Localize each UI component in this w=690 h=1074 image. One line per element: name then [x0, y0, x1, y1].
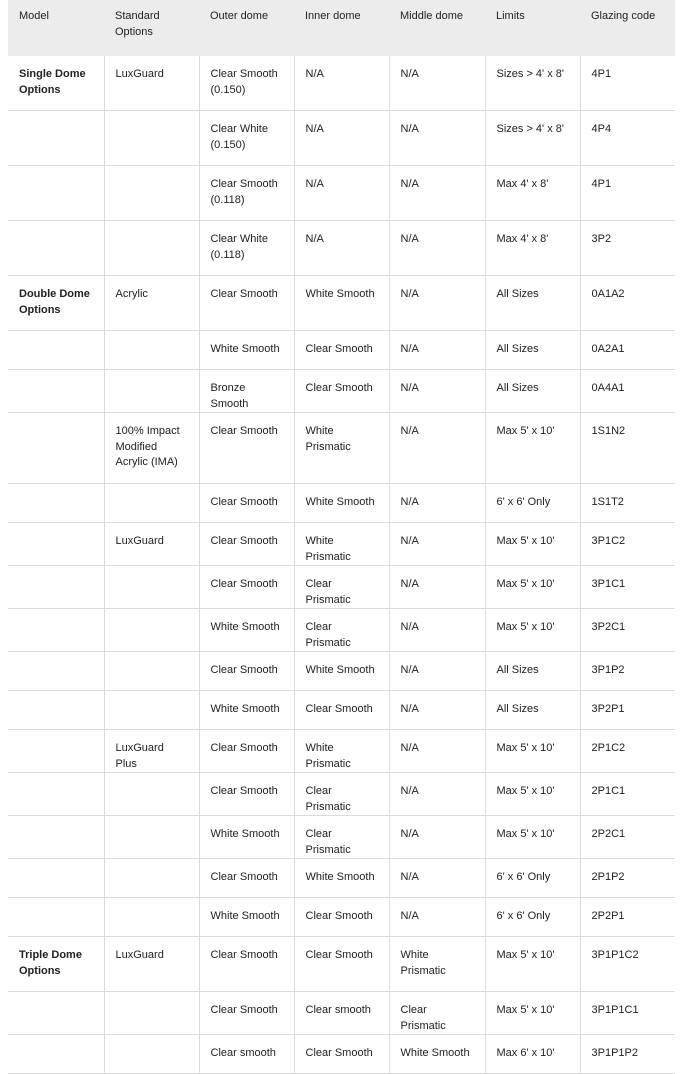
cell-glazing-code: 2P1C1: [580, 773, 675, 816]
cell-glazing-code: 3P1C1: [580, 566, 675, 609]
cell-limits: Sizes > 4' x 8': [485, 111, 580, 166]
table-row: [8, 276, 675, 331]
cell-model: Single Dome Options: [8, 56, 104, 111]
cell-limits: Max 5' x 10': [485, 523, 580, 566]
cell-limits: Max 5' x 10': [485, 730, 580, 773]
cell-outer-dome: Clear Smooth: [199, 937, 294, 992]
cell-middle-dome: N/A: [389, 773, 485, 816]
cell-model: [8, 992, 104, 1035]
header-standard-options: Standard Options: [104, 0, 199, 56]
cell-glazing-code: 3P2C1: [580, 609, 675, 652]
cell-model: [8, 111, 104, 166]
cell-limits: Max 4' x 8': [485, 166, 580, 221]
cell-limits: Max 5' x 10': [485, 773, 580, 816]
cell-outer-dome: Clear Smooth: [199, 276, 294, 331]
cell-standard-options: 100% Impact Modified Acrylic (IMA): [104, 413, 199, 484]
cell-middle-dome: N/A: [389, 898, 485, 937]
cell-model: [8, 221, 104, 276]
cell-model: [8, 1035, 104, 1074]
cell-model: [8, 370, 104, 413]
cell-middle-dome: N/A: [389, 370, 485, 413]
table-row: [8, 56, 675, 111]
table-row: [8, 370, 675, 413]
table-row: [8, 773, 675, 816]
header-glazing-code: Glazing code: [580, 0, 675, 56]
cell-inner-dome: White Smooth: [294, 652, 389, 691]
cell-limits: Sizes > 4' x 8': [485, 56, 580, 111]
glazing-options-table: [8, 0, 675, 1074]
table-row: [8, 1035, 675, 1074]
cell-outer-dome: Clear White (0.118): [199, 221, 294, 276]
header-middle-dome: Middle dome: [389, 0, 485, 56]
cell-glazing-code: 1S1N2: [580, 413, 675, 484]
cell-model: [8, 859, 104, 898]
cell-standard-options: LuxGuard: [104, 56, 199, 111]
cell-limits: All Sizes: [485, 276, 580, 331]
cell-glazing-code: 3P2P1: [580, 691, 675, 730]
cell-middle-dome: N/A: [389, 523, 485, 566]
cell-glazing-code: 2P1C2: [580, 730, 675, 773]
cell-glazing-code: 0A2A1: [580, 331, 675, 370]
cell-standard-options: [104, 691, 199, 730]
cell-middle-dome: N/A: [389, 413, 485, 484]
cell-standard-options: [104, 898, 199, 937]
cell-limits: All Sizes: [485, 652, 580, 691]
cell-standard-options: Acrylic: [104, 276, 199, 331]
table-row: [8, 484, 675, 523]
cell-outer-dome: Clear smooth: [199, 1035, 294, 1074]
cell-model: [8, 166, 104, 221]
cell-glazing-code: 0A1A2: [580, 276, 675, 331]
cell-middle-dome: N/A: [389, 652, 485, 691]
cell-limits: All Sizes: [485, 331, 580, 370]
cell-inner-dome: Clear Smooth: [294, 937, 389, 992]
cell-model: [8, 331, 104, 370]
cell-outer-dome: Clear Smooth: [199, 773, 294, 816]
table-row: [8, 166, 675, 221]
cell-limits: Max 5' x 10': [485, 992, 580, 1035]
cell-inner-dome: N/A: [294, 221, 389, 276]
cell-limits: 6' x 6' Only: [485, 859, 580, 898]
cell-middle-dome: Clear Prismatic: [389, 992, 485, 1035]
cell-standard-options: [104, 484, 199, 523]
cell-outer-dome: Clear Smooth (0.118): [199, 166, 294, 221]
cell-model: [8, 652, 104, 691]
table-row: [8, 859, 675, 898]
cell-model: [8, 730, 104, 773]
cell-middle-dome: N/A: [389, 221, 485, 276]
cell-limits: Max 5' x 10': [485, 566, 580, 609]
cell-outer-dome: White Smooth: [199, 691, 294, 730]
table-row: [8, 992, 675, 1035]
cell-inner-dome: Clear Prismatic: [294, 566, 389, 609]
cell-glazing-code: 2P1P2: [580, 859, 675, 898]
cell-standard-options: [104, 370, 199, 413]
cell-outer-dome: Clear Smooth: [199, 730, 294, 773]
table-row: [8, 111, 675, 166]
cell-inner-dome: Clear Smooth: [294, 331, 389, 370]
cell-middle-dome: N/A: [389, 566, 485, 609]
cell-model: [8, 816, 104, 859]
cell-limits: 6' x 6' Only: [485, 898, 580, 937]
cell-glazing-code: 3P1P2: [580, 652, 675, 691]
header-limits: Limits: [485, 0, 580, 56]
cell-glazing-code: 3P2: [580, 221, 675, 276]
cell-inner-dome: Clear Prismatic: [294, 773, 389, 816]
cell-outer-dome: Bronze Smooth: [199, 370, 294, 413]
cell-middle-dome: White Prismatic: [389, 937, 485, 992]
cell-standard-options: [104, 816, 199, 859]
cell-outer-dome: Clear Smooth: [199, 859, 294, 898]
cell-limits: Max 5' x 10': [485, 937, 580, 992]
cell-middle-dome: N/A: [389, 816, 485, 859]
cell-glazing-code: 4P1: [580, 56, 675, 111]
cell-limits: All Sizes: [485, 691, 580, 730]
table-row: [8, 413, 675, 484]
cell-middle-dome: N/A: [389, 166, 485, 221]
cell-standard-options: [104, 1035, 199, 1074]
table-row: [8, 331, 675, 370]
cell-limits: Max 5' x 10': [485, 816, 580, 859]
table-row: [8, 898, 675, 937]
cell-glazing-code: 4P1: [580, 166, 675, 221]
table-row: [8, 566, 675, 609]
cell-standard-options: [104, 566, 199, 609]
cell-limits: Max 6' x 10': [485, 1035, 580, 1074]
cell-inner-dome: N/A: [294, 166, 389, 221]
cell-glazing-code: 1S1T2: [580, 484, 675, 523]
cell-inner-dome: Clear Smooth: [294, 1035, 389, 1074]
cell-middle-dome: White Smooth: [389, 1035, 485, 1074]
cell-middle-dome: N/A: [389, 484, 485, 523]
cell-inner-dome: White Smooth: [294, 484, 389, 523]
cell-middle-dome: N/A: [389, 609, 485, 652]
table-row: [8, 937, 675, 992]
cell-standard-options: [104, 331, 199, 370]
header-outer-dome: Outer dome: [199, 0, 294, 56]
cell-standard-options: LuxGuard: [104, 937, 199, 992]
cell-model: [8, 898, 104, 937]
cell-inner-dome: Clear Smooth: [294, 691, 389, 730]
cell-model: [8, 691, 104, 730]
cell-glazing-code: 3P1P1C1: [580, 992, 675, 1035]
cell-glazing-code: 3P1P1P2: [580, 1035, 675, 1074]
cell-standard-options: [104, 111, 199, 166]
cell-model: [8, 413, 104, 484]
cell-limits: Max 5' x 10': [485, 609, 580, 652]
table-row: [8, 652, 675, 691]
cell-middle-dome: N/A: [389, 730, 485, 773]
cell-middle-dome: N/A: [389, 691, 485, 730]
cell-model: [8, 566, 104, 609]
cell-standard-options: [104, 609, 199, 652]
header-inner-dome: Inner dome: [294, 0, 389, 56]
cell-inner-dome: White Smooth: [294, 276, 389, 331]
cell-limits: All Sizes: [485, 370, 580, 413]
cell-standard-options: [104, 221, 199, 276]
cell-outer-dome: White Smooth: [199, 331, 294, 370]
cell-outer-dome: White Smooth: [199, 816, 294, 859]
cell-middle-dome: N/A: [389, 111, 485, 166]
table-row: [8, 816, 675, 859]
cell-standard-options: [104, 773, 199, 816]
table-row: [8, 609, 675, 652]
cell-inner-dome: Clear Prismatic: [294, 609, 389, 652]
header-model: Model: [8, 0, 104, 56]
cell-glazing-code: 2P2P1: [580, 898, 675, 937]
cell-middle-dome: N/A: [389, 859, 485, 898]
cell-outer-dome: Clear Smooth: [199, 484, 294, 523]
cell-standard-options: [104, 859, 199, 898]
cell-glazing-code: 0A4A1: [580, 370, 675, 413]
cell-outer-dome: Clear Smooth (0.150): [199, 56, 294, 111]
cell-standard-options: LuxGuard: [104, 523, 199, 566]
cell-inner-dome: Clear Smooth: [294, 898, 389, 937]
cell-limits: Max 5' x 10': [485, 413, 580, 484]
cell-middle-dome: N/A: [389, 276, 485, 331]
cell-model: [8, 609, 104, 652]
cell-outer-dome: Clear Smooth: [199, 413, 294, 484]
cell-inner-dome: Clear Prismatic: [294, 816, 389, 859]
cell-outer-dome: Clear Smooth: [199, 992, 294, 1035]
cell-model: [8, 773, 104, 816]
cell-model: Triple Dome Options: [8, 937, 104, 992]
cell-inner-dome: N/A: [294, 56, 389, 111]
cell-inner-dome: White Prismatic: [294, 523, 389, 566]
cell-standard-options: [104, 992, 199, 1035]
cell-middle-dome: N/A: [389, 331, 485, 370]
cell-model: [8, 523, 104, 566]
cell-outer-dome: Clear Smooth: [199, 523, 294, 566]
table-row: [8, 691, 675, 730]
table-row: [8, 730, 675, 773]
table-row: [8, 523, 675, 566]
cell-middle-dome: N/A: [389, 56, 485, 111]
cell-outer-dome: Clear White (0.150): [199, 111, 294, 166]
cell-inner-dome: White Prismatic: [294, 413, 389, 484]
cell-outer-dome: White Smooth: [199, 609, 294, 652]
header-row: [8, 0, 675, 56]
cell-outer-dome: White Smooth: [199, 898, 294, 937]
cell-inner-dome: White Smooth: [294, 859, 389, 898]
cell-glazing-code: 3P1P1C2: [580, 937, 675, 992]
cell-model: Double Dome Options: [8, 276, 104, 331]
cell-standard-options: [104, 166, 199, 221]
cell-model: [8, 484, 104, 523]
cell-inner-dome: Clear Smooth: [294, 370, 389, 413]
cell-limits: Max 4' x 8': [485, 221, 580, 276]
cell-inner-dome: White Prismatic: [294, 730, 389, 773]
cell-standard-options: [104, 652, 199, 691]
cell-inner-dome: N/A: [294, 111, 389, 166]
cell-outer-dome: Clear Smooth: [199, 652, 294, 691]
cell-glazing-code: 3P1C2: [580, 523, 675, 566]
cell-standard-options: LuxGuard Plus: [104, 730, 199, 773]
table-body: [8, 56, 675, 1074]
cell-glazing-code: 4P4: [580, 111, 675, 166]
cell-inner-dome: Clear smooth: [294, 992, 389, 1035]
cell-glazing-code: 2P2C1: [580, 816, 675, 859]
cell-limits: 6' x 6' Only: [485, 484, 580, 523]
table-row: [8, 221, 675, 276]
cell-outer-dome: Clear Smooth: [199, 566, 294, 609]
